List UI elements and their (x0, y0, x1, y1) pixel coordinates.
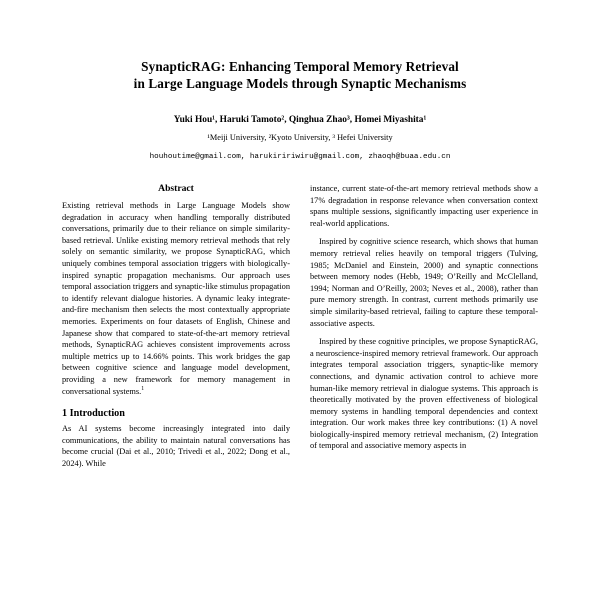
introduction-heading: 1 Introduction (62, 408, 125, 420)
title-line-1: SynapticRAG: Enhancing Temporal Memory Retrieval (141, 59, 459, 74)
left-column (62, 183, 290, 476)
email-list (62, 151, 538, 163)
title-line-2: in Large Language Models through Synaptic Mechanisms (133, 76, 467, 91)
abstract-footnote-marker: 1 (141, 385, 145, 392)
right-paragraph-3: Inspired by these cognitive principles, we propose SynapticRAG, a neuroscience-inspired memory retrieval framework. Our approach integrates temporal association triggers, synaptic-like memory connections, and dynamic activation control to achieve more human-like memory retrieval in dialogue systems. This approach is theoretically motivated by the proven effectiveness of biological memory systems in handling temporal dependencies and context integration. Our work makes three key contributions: (1) A novel biologically-inspired memory retrieval mechanism, (2) Integration of temporal and associative memory aspects in (310, 337, 538, 451)
abstract-text: Existing retrieval methods in Large Language Models show degradation in accuracy when handling temporally distributed conversations, primarily due to their reliance on simple similarity-based retrieval. Unlike existing memory retrieval methods that rely solely on semantic similarity, we propose SynapticRAG, which uniquely combines temporal association triggers with biologically-inspired synaptic propagation mechanisms. Our approach uses temporal association triggers and synaptic-like stimulus propagation to identify relevant dialogue histories. A dynamic leaky integrate-and-fire mechanism then selects the most contextually appropriate memories. Experiments on four datasets of English, Chinese and Japanese show that compared to state-of-the-art memory retrieval methods, SynapticRAG achieves consistent improvements across multiple metrics up to 14.66% points. This work bridges the gap between cognitive science and language model development, providing a new framework for memory management in conversational systems. (62, 201, 291, 396)
affiliations: ¹Meiji University, ²Kyoto University, ³ Hefei University (207, 133, 393, 142)
page-title (62, 58, 538, 92)
author-names: Yuki Hou¹, Haruki Tamoto², Qinghua Zhao³, Homei Miyashita¹ (173, 115, 427, 125)
affiliation-list (62, 132, 538, 144)
abstract-paragraph (62, 200, 290, 397)
right-paragraph-2: Inspired by cognitive science research, which shows that human memory retrieval relies heavily on temporal triggers (Tulving, 1985; McDaniel and Einstein, 2000) and synaptic connections between memory nodes (Hebb, 1949; O’Reilly and McClelland, 1994; Norman and O’Reilly, 2003; Neves et al., 2008), rather than pure memory strength. In contrast, current methods primarily use simple similarity-based retrieval, failing to capture these temporal-associative aspects. (310, 237, 538, 328)
abstract-heading: Abstract (158, 183, 194, 194)
introduction-paragraph-1: As AI systems become increasingly integrated into daily communications, the ability to maintain natural conversations has become crucial (Dai et al., 2010; Trivedi et al., 2022; Dong et al., 2024). While (62, 424, 290, 468)
right-paragraph-1: instance, current state-of-the-art memory retrieval methods show a 17% degradation in response relevance when conversation context spans multiple sessions, significantly impacting user experience in real-world applications. (310, 184, 538, 228)
author-list (62, 114, 538, 127)
two-column-body (62, 183, 538, 476)
emails: houhoutime@gmail.com, harukiririwiru@gmail.com, zhaoqh@buaa.edu.cn (149, 153, 451, 161)
right-column (310, 183, 538, 476)
